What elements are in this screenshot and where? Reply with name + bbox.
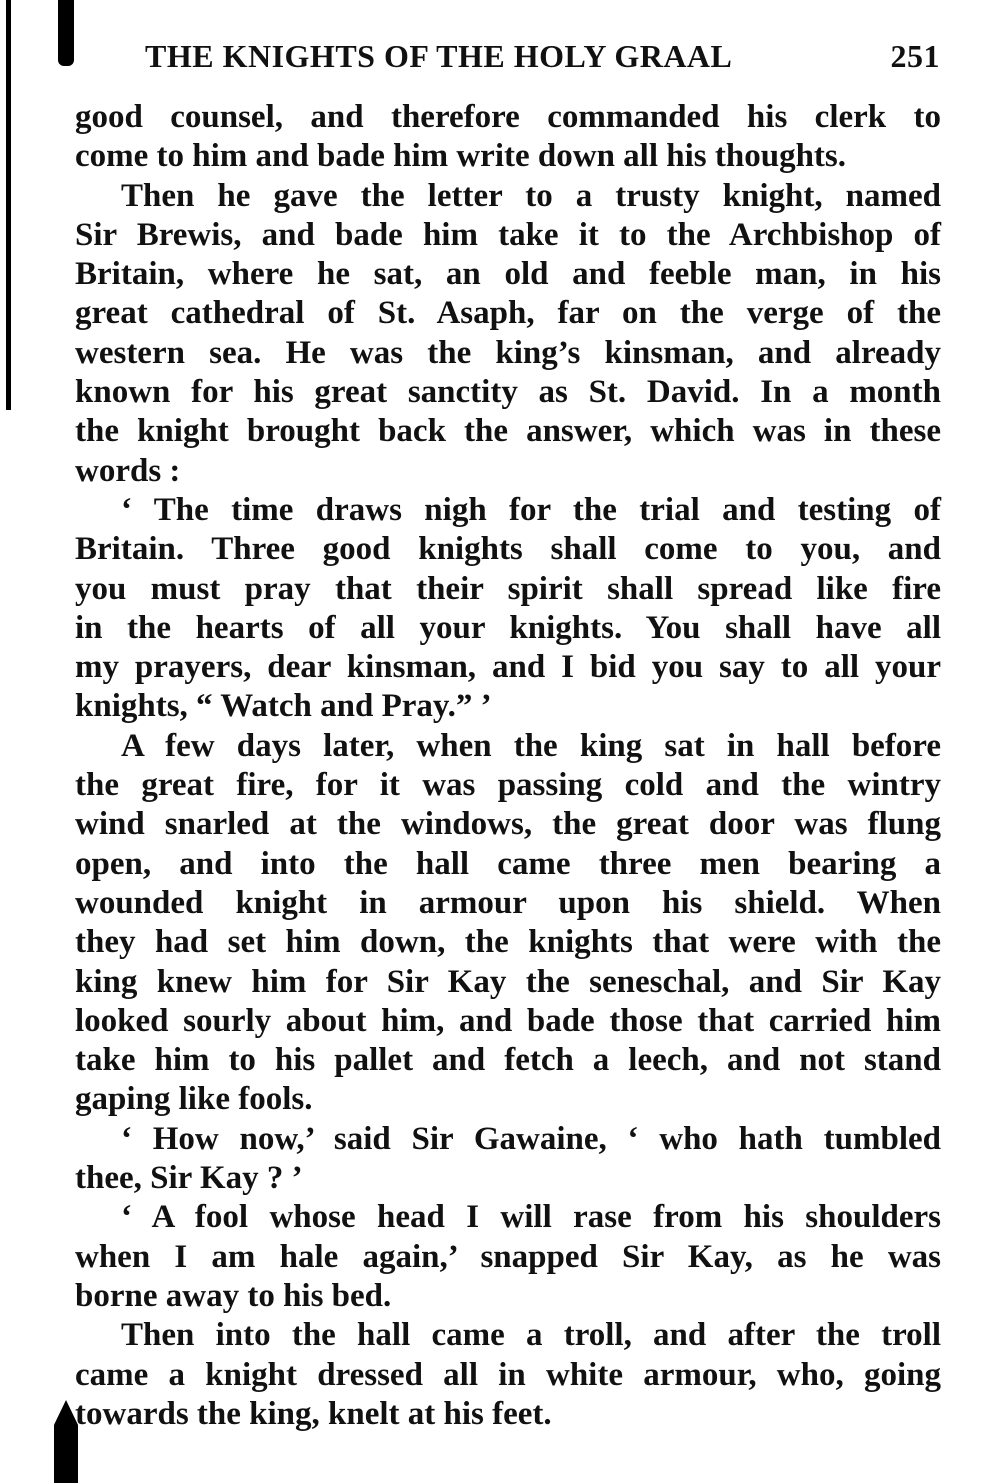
text-line: when I am hale again,’ snapped Sir Kay, as he was (75, 1238, 941, 1275)
text-line: great cathedral of St. Asaph, far on the verge of the (75, 295, 941, 332)
text-line: good counsel, and therefore commanded his clerk to (75, 99, 941, 135)
text-line: ‘ The time draws nigh for the trial and testing of (121, 491, 941, 528)
text-line: knights, “ Watch and Pray.” ’ (75, 688, 492, 725)
text-line: came a knight dressed all in white armour, who, going (75, 1356, 941, 1393)
text-line: borne away to his bed. (75, 1277, 392, 1314)
text-line: take him to his pallet and fetch a leech, and not stand (75, 1042, 941, 1079)
text-line: they had set him down, the knights that were with the (75, 924, 941, 961)
text-line: you must pray that their spirit shall spread like fire (75, 570, 941, 607)
body-text (75, 98, 941, 1434)
text-line: king knew him for Sir Kay the seneschal, and Sir Kay (75, 963, 941, 1000)
running-head (145, 38, 940, 82)
text-line: towards the king, knelt at his feet. (75, 1395, 552, 1432)
text-line: ‘ A fool whose head I will rase from his shoulders (121, 1199, 941, 1236)
text-line: Britain, where he sat, an old and feeble man, in his (75, 256, 941, 293)
text-line: thee, Sir Kay ? ’ (75, 1160, 303, 1197)
text-line: the knight brought back the answer, which was in these (75, 413, 941, 450)
text-line: Britain. Three good knights shall come to you, and (75, 531, 941, 568)
text-line: open, and into the hall came three men bearing a (75, 845, 941, 882)
scan-marks (0, 0, 22, 1483)
text-line: looked sourly about him, and bade those that carried him (75, 1002, 941, 1039)
text-line: Sir Brewis, and bade him take it to the Archbishop of (75, 216, 941, 253)
page-number: 251 (890, 38, 940, 74)
text-line: Then into the hall came a troll, and after the troll (121, 1317, 941, 1354)
text-line: words : (75, 452, 181, 489)
text-line: wind snarled at the windows, the great door was flung (75, 806, 941, 843)
text-line: gaping like fools. (75, 1081, 313, 1118)
text-line: western sea. He was the king’s kinsman, and already (75, 334, 941, 371)
text-line: in the hearts of all your knights. You shall have all (75, 609, 941, 646)
text-line: come to him and bade him write down all his thoughts. (75, 138, 847, 175)
scan-mark-top (58, 0, 74, 66)
text-line: ‘ How now,’ said Sir Gawaine, ‘ who hath tumbled (121, 1120, 941, 1157)
text-line: A few days later, when the king sat in hall before (121, 727, 941, 764)
running-head-title: THE KNIGHTS OF THE HOLY GRAAL (145, 38, 733, 74)
text-line: the great fire, for it was passing cold and the wintry (75, 767, 941, 804)
text-line: Then he gave the letter to a trusty knight, named (121, 177, 941, 214)
text-line: known for his great sanctity as St. David. In a month (75, 374, 941, 411)
text-line: my prayers, dear kinsman, and I bid you say to all your (75, 649, 941, 686)
text-line: wounded knight in armour upon his shield. When (75, 884, 941, 921)
